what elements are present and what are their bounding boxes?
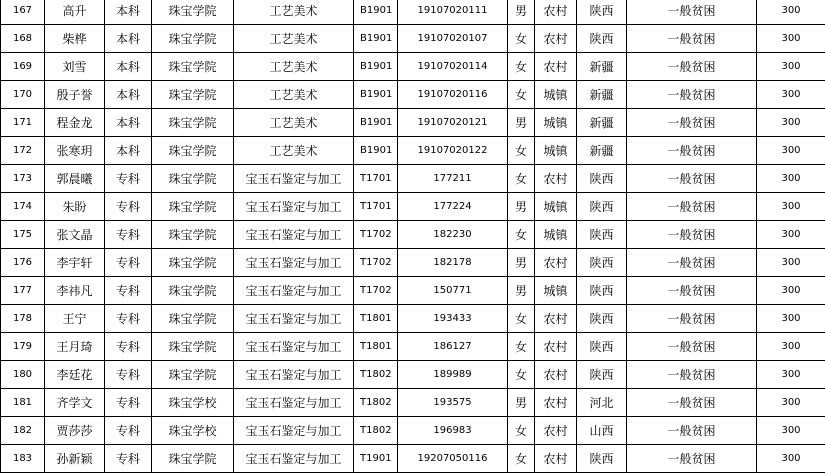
college-cell: 珠宝学院 xyxy=(152,81,234,109)
gender-cell: 男 xyxy=(508,249,535,277)
major-cell: 工艺美术 xyxy=(234,0,354,25)
student-id-cell: 182178 xyxy=(398,249,508,277)
student-id-cell: 19107020116 xyxy=(398,81,508,109)
class-cell: B1901 xyxy=(354,53,398,81)
college-cell: 珠宝学院 xyxy=(152,109,234,137)
aid-category-cell: 一般贫困 xyxy=(627,53,757,81)
aid-amount-cell: 300 xyxy=(757,361,825,389)
aid-amount-cell: 300 xyxy=(757,221,825,249)
class-cell: T1802 xyxy=(354,389,398,417)
table-row xyxy=(1,109,825,137)
class-cell: B1901 xyxy=(354,137,398,165)
name-cell: 朱盼 xyxy=(45,193,105,221)
student-id-cell: 19107020107 xyxy=(398,25,508,53)
major-cell: 工艺美术 xyxy=(234,137,354,165)
gender-cell: 女 xyxy=(508,333,535,361)
degree-level-cell: 专科 xyxy=(105,165,152,193)
student-id-cell: 193575 xyxy=(398,389,508,417)
row-number-cell: 170 xyxy=(1,81,45,109)
province-cell: 河北 xyxy=(577,389,627,417)
degree-level-cell: 本科 xyxy=(105,0,152,25)
degree-level-cell: 本科 xyxy=(105,25,152,53)
class-cell: T1702 xyxy=(354,249,398,277)
table-row xyxy=(1,249,825,277)
aid-category-cell: 一般贫困 xyxy=(627,137,757,165)
table-row xyxy=(1,445,825,473)
household-type-cell: 农村 xyxy=(535,417,577,445)
degree-level-cell: 专科 xyxy=(105,193,152,221)
aid-category-cell: 一般贫困 xyxy=(627,221,757,249)
household-type-cell: 农村 xyxy=(535,25,577,53)
aid-amount-cell: 300 xyxy=(757,389,825,417)
province-cell: 陕西 xyxy=(577,445,627,473)
name-cell: 刘雪 xyxy=(45,53,105,81)
student-id-cell: 19107020111 xyxy=(398,0,508,25)
table-row xyxy=(1,305,825,333)
name-cell: 王宁 xyxy=(45,305,105,333)
college-cell: 珠宝学院 xyxy=(152,305,234,333)
college-cell: 珠宝学校 xyxy=(152,389,234,417)
table-body xyxy=(1,0,825,473)
household-type-cell: 农村 xyxy=(535,249,577,277)
college-cell: 珠宝学院 xyxy=(152,165,234,193)
province-cell: 陕西 xyxy=(577,165,627,193)
aid-amount-cell: 300 xyxy=(757,109,825,137)
gender-cell: 女 xyxy=(508,25,535,53)
gender-cell: 女 xyxy=(508,137,535,165)
class-cell: T1901 xyxy=(354,445,398,473)
college-cell: 珠宝学院 xyxy=(152,53,234,81)
major-cell: 宝玉石鉴定与加工 xyxy=(234,277,354,305)
major-cell: 宝玉石鉴定与加工 xyxy=(234,417,354,445)
college-cell: 珠宝学院 xyxy=(152,221,234,249)
gender-cell: 男 xyxy=(508,193,535,221)
row-number-cell: 179 xyxy=(1,333,45,361)
major-cell: 宝玉石鉴定与加工 xyxy=(234,165,354,193)
household-type-cell: 城镇 xyxy=(535,137,577,165)
major-cell: 宝玉石鉴定与加工 xyxy=(234,333,354,361)
major-cell: 宝玉石鉴定与加工 xyxy=(234,193,354,221)
household-type-cell: 城镇 xyxy=(535,81,577,109)
household-type-cell: 农村 xyxy=(535,389,577,417)
name-cell: 殷子誉 xyxy=(45,81,105,109)
aid-amount-cell: 300 xyxy=(757,445,825,473)
province-cell: 陕西 xyxy=(577,0,627,25)
major-cell: 宝玉石鉴定与加工 xyxy=(234,445,354,473)
aid-category-cell: 一般贫困 xyxy=(627,277,757,305)
student-id-cell: 189989 xyxy=(398,361,508,389)
name-cell: 李宇轩 xyxy=(45,249,105,277)
household-type-cell: 农村 xyxy=(535,333,577,361)
gender-cell: 女 xyxy=(508,445,535,473)
province-cell: 新疆 xyxy=(577,81,627,109)
class-cell: T1701 xyxy=(354,193,398,221)
major-cell: 宝玉石鉴定与加工 xyxy=(234,361,354,389)
class-cell: T1802 xyxy=(354,361,398,389)
aid-amount-cell: 300 xyxy=(757,165,825,193)
degree-level-cell: 专科 xyxy=(105,445,152,473)
major-cell: 工艺美术 xyxy=(234,109,354,137)
household-type-cell: 农村 xyxy=(535,0,577,25)
class-cell: B1901 xyxy=(354,25,398,53)
major-cell: 宝玉石鉴定与加工 xyxy=(234,305,354,333)
household-type-cell: 城镇 xyxy=(535,277,577,305)
household-type-cell: 农村 xyxy=(535,305,577,333)
class-cell: B1901 xyxy=(354,109,398,137)
province-cell: 陕西 xyxy=(577,361,627,389)
major-cell: 宝玉石鉴定与加工 xyxy=(234,249,354,277)
household-type-cell: 城镇 xyxy=(535,193,577,221)
college-cell: 珠宝学院 xyxy=(152,137,234,165)
name-cell: 王月琦 xyxy=(45,333,105,361)
college-cell: 珠宝学院 xyxy=(152,445,234,473)
aid-category-cell: 一般贫困 xyxy=(627,445,757,473)
class-cell: B1901 xyxy=(354,81,398,109)
row-number-cell: 167 xyxy=(1,0,45,25)
row-number-cell: 168 xyxy=(1,25,45,53)
gender-cell: 女 xyxy=(508,417,535,445)
name-cell: 贾莎莎 xyxy=(45,417,105,445)
degree-level-cell: 专科 xyxy=(105,333,152,361)
student-id-cell: 19207050116 xyxy=(398,445,508,473)
degree-level-cell: 专科 xyxy=(105,277,152,305)
table-row xyxy=(1,137,825,165)
aid-category-cell: 一般贫困 xyxy=(627,305,757,333)
degree-level-cell: 专科 xyxy=(105,417,152,445)
name-cell: 高升 xyxy=(45,0,105,25)
aid-amount-cell: 300 xyxy=(757,137,825,165)
household-type-cell: 农村 xyxy=(535,165,577,193)
class-cell: T1801 xyxy=(354,333,398,361)
name-cell: 张寒玥 xyxy=(45,137,105,165)
household-type-cell: 城镇 xyxy=(535,109,577,137)
aid-amount-cell: 300 xyxy=(757,81,825,109)
aid-amount-cell: 300 xyxy=(757,277,825,305)
aid-amount-cell: 300 xyxy=(757,53,825,81)
table-row xyxy=(1,0,825,25)
row-number-cell: 178 xyxy=(1,305,45,333)
aid-amount-cell: 300 xyxy=(757,417,825,445)
degree-level-cell: 本科 xyxy=(105,53,152,81)
gender-cell: 女 xyxy=(508,53,535,81)
aid-category-cell: 一般贫困 xyxy=(627,165,757,193)
gender-cell: 女 xyxy=(508,305,535,333)
college-cell: 珠宝学院 xyxy=(152,0,234,25)
name-cell: 李廷花 xyxy=(45,361,105,389)
name-cell: 孙新颖 xyxy=(45,445,105,473)
province-cell: 山西 xyxy=(577,417,627,445)
name-cell: 郭晨曦 xyxy=(45,165,105,193)
aid-category-cell: 一般贫困 xyxy=(627,0,757,25)
gender-cell: 男 xyxy=(508,109,535,137)
aid-category-cell: 一般贫困 xyxy=(627,193,757,221)
college-cell: 珠宝学院 xyxy=(152,361,234,389)
aid-category-cell: 一般贫困 xyxy=(627,249,757,277)
aid-amount-cell: 300 xyxy=(757,193,825,221)
student-id-cell: 150771 xyxy=(398,277,508,305)
name-cell: 李祎凡 xyxy=(45,277,105,305)
student-id-cell: 182230 xyxy=(398,221,508,249)
aid-category-cell: 一般贫困 xyxy=(627,361,757,389)
student-id-cell: 19107020114 xyxy=(398,53,508,81)
gender-cell: 男 xyxy=(508,277,535,305)
degree-level-cell: 专科 xyxy=(105,361,152,389)
degree-level-cell: 专科 xyxy=(105,221,152,249)
table-row xyxy=(1,193,825,221)
household-type-cell: 农村 xyxy=(535,445,577,473)
gender-cell: 男 xyxy=(508,389,535,417)
degree-level-cell: 专科 xyxy=(105,389,152,417)
province-cell: 陕西 xyxy=(577,333,627,361)
table-row xyxy=(1,361,825,389)
name-cell: 程金龙 xyxy=(45,109,105,137)
row-number-cell: 175 xyxy=(1,221,45,249)
province-cell: 陕西 xyxy=(577,305,627,333)
name-cell: 齐学文 xyxy=(45,389,105,417)
row-number-cell: 181 xyxy=(1,389,45,417)
aid-amount-cell: 300 xyxy=(757,0,825,25)
class-cell: T1702 xyxy=(354,221,398,249)
class-cell: T1702 xyxy=(354,277,398,305)
province-cell: 新疆 xyxy=(577,53,627,81)
province-cell: 陕西 xyxy=(577,221,627,249)
name-cell: 张文晶 xyxy=(45,221,105,249)
table-row xyxy=(1,25,825,53)
aid-category-cell: 一般贫困 xyxy=(627,81,757,109)
degree-level-cell: 本科 xyxy=(105,137,152,165)
aid-category-cell: 一般贫困 xyxy=(627,109,757,137)
row-number-cell: 169 xyxy=(1,53,45,81)
household-type-cell: 农村 xyxy=(535,361,577,389)
table-row xyxy=(1,333,825,361)
household-type-cell: 城镇 xyxy=(535,221,577,249)
gender-cell: 男 xyxy=(508,0,535,25)
aid-category-cell: 一般贫困 xyxy=(627,333,757,361)
table-row xyxy=(1,417,825,445)
student-id-cell: 177224 xyxy=(398,193,508,221)
row-number-cell: 177 xyxy=(1,277,45,305)
aid-amount-cell: 300 xyxy=(757,333,825,361)
name-cell: 柴桦 xyxy=(45,25,105,53)
aid-amount-cell: 300 xyxy=(757,25,825,53)
student-id-cell: 193433 xyxy=(398,305,508,333)
table-row xyxy=(1,165,825,193)
degree-level-cell: 本科 xyxy=(105,81,152,109)
major-cell: 工艺美术 xyxy=(234,53,354,81)
class-cell: T1701 xyxy=(354,165,398,193)
student-id-cell: 196983 xyxy=(398,417,508,445)
class-cell: T1802 xyxy=(354,417,398,445)
province-cell: 陕西 xyxy=(577,249,627,277)
student-id-cell: 19107020121 xyxy=(398,109,508,137)
college-cell: 珠宝学院 xyxy=(152,277,234,305)
household-type-cell: 农村 xyxy=(535,53,577,81)
row-number-cell: 172 xyxy=(1,137,45,165)
gender-cell: 女 xyxy=(508,361,535,389)
degree-level-cell: 专科 xyxy=(105,305,152,333)
college-cell: 珠宝学院 xyxy=(152,333,234,361)
aid-category-cell: 一般贫困 xyxy=(627,417,757,445)
major-cell: 宝玉石鉴定与加工 xyxy=(234,221,354,249)
table-row xyxy=(1,277,825,305)
table-row xyxy=(1,221,825,249)
student-id-cell: 186127 xyxy=(398,333,508,361)
province-cell: 新疆 xyxy=(577,109,627,137)
major-cell: 工艺美术 xyxy=(234,81,354,109)
class-cell: B1901 xyxy=(354,0,398,25)
aid-category-cell: 一般贫困 xyxy=(627,25,757,53)
college-cell: 珠宝学院 xyxy=(152,249,234,277)
row-number-cell: 173 xyxy=(1,165,45,193)
major-cell: 工艺美术 xyxy=(234,25,354,53)
table-row xyxy=(1,53,825,81)
degree-level-cell: 专科 xyxy=(105,249,152,277)
college-cell: 珠宝学院 xyxy=(152,25,234,53)
table-row xyxy=(1,81,825,109)
province-cell: 陕西 xyxy=(577,25,627,53)
aid-amount-cell: 300 xyxy=(757,249,825,277)
row-number-cell: 174 xyxy=(1,193,45,221)
row-number-cell: 180 xyxy=(1,361,45,389)
table-row xyxy=(1,389,825,417)
student-id-cell: 19107020122 xyxy=(398,137,508,165)
gender-cell: 女 xyxy=(508,81,535,109)
gender-cell: 女 xyxy=(508,165,535,193)
aid-amount-cell: 300 xyxy=(757,305,825,333)
student-id-cell: 177211 xyxy=(398,165,508,193)
class-cell: T1801 xyxy=(354,305,398,333)
gender-cell: 女 xyxy=(508,221,535,249)
college-cell: 珠宝学校 xyxy=(152,417,234,445)
major-cell: 宝玉石鉴定与加工 xyxy=(234,389,354,417)
row-number-cell: 182 xyxy=(1,417,45,445)
province-cell: 新疆 xyxy=(577,137,627,165)
aid-category-cell: 一般贫困 xyxy=(627,389,757,417)
row-number-cell: 183 xyxy=(1,445,45,473)
row-number-cell: 176 xyxy=(1,249,45,277)
province-cell: 陕西 xyxy=(577,193,627,221)
row-number-cell: 171 xyxy=(1,109,45,137)
college-cell: 珠宝学院 xyxy=(152,193,234,221)
province-cell: 陕西 xyxy=(577,277,627,305)
degree-level-cell: 本科 xyxy=(105,109,152,137)
